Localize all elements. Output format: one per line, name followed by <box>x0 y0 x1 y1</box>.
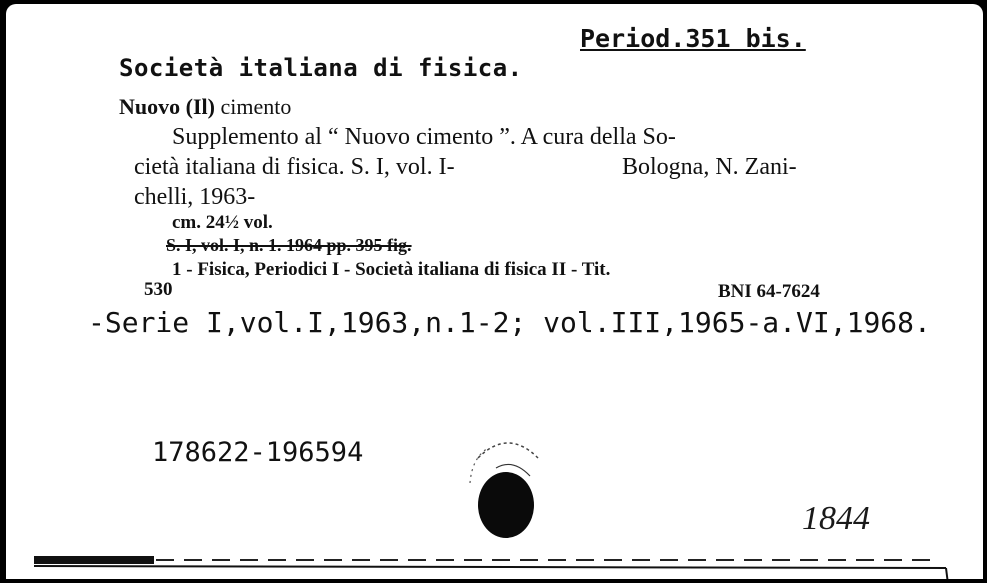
catalog-card <box>6 4 983 579</box>
struck-out-line: S. I, vol. I, n. 1. 1964 pp. 395 fig. <box>166 235 412 255</box>
punch-hole <box>478 472 534 538</box>
bni-number: BNI 64-7624 <box>718 281 820 302</box>
author-heading: Società italiana di fisica. <box>119 54 523 82</box>
inventory-number: 178622-196594 <box>152 437 364 468</box>
title-heading-bold: Nuovo (Il) <box>119 94 215 119</box>
description-line-1: Supplemento al “ Nuovo cimento ”. A cura della So- <box>172 124 676 150</box>
subjects-line: 1 - Fisica, Periodici I - Società italiana di fisica II - Tit. <box>172 259 611 280</box>
description-line-3: chelli, 1963- <box>134 184 256 210</box>
holdings-line: -Serie I,vol.I,1963,n.1-2; vol.III,1965-a.VI,1968. <box>88 306 931 339</box>
bottom-edge-rule <box>6 544 983 579</box>
size-line: cm. 24½ vol. <box>172 212 273 233</box>
title-heading <box>119 94 291 120</box>
description-line-2: cietà italiana di fisica. S. I, vol. I- <box>134 154 455 180</box>
shelfmark: Period.351 bis. <box>580 24 806 53</box>
title-heading-rest: cimento <box>214 94 292 119</box>
handwritten-number: 1844 <box>802 500 870 537</box>
class-number: 530 <box>144 279 173 300</box>
description-line-2b: Bologna, N. Zani- <box>622 154 797 180</box>
